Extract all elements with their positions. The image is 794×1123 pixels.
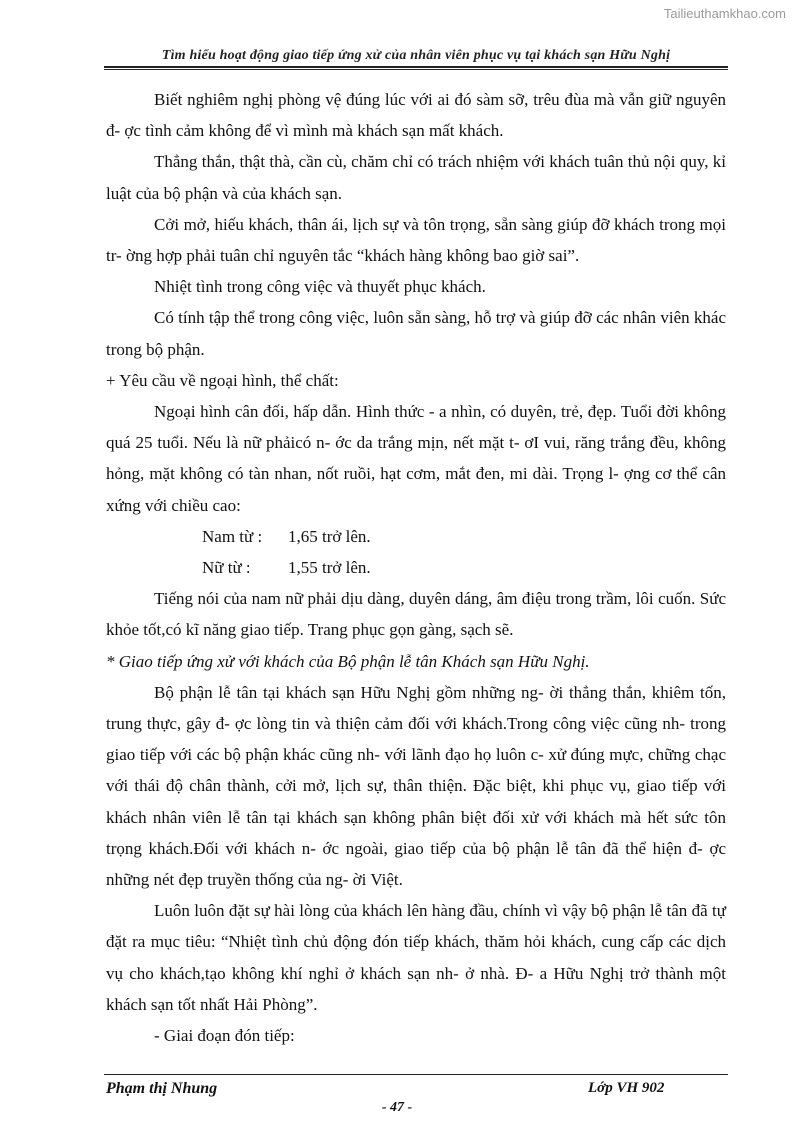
header-rule [104, 66, 728, 68]
paragraph: Ngoại hình cân đối, hấp dẫn. Hình thức - a nhìn, có duyên, trẻ, đẹp. Tuổi đời không quá 25 tuổi. Nếu là nữ phảicó n- ớc da trắng mịn, nết mặt t- ơI vui, răng trắng đều, không hỏng, mặt không có tàn nhan, nốt ruồi, hạt cơm, mắt đen, mi dài. Trọng l- ợng cơ thể cân xứng với chiều cao: [106, 402, 726, 515]
section-heading: + Yêu cầu về ngoại hình, thể chất: [106, 370, 339, 390]
footer-class: Lớp VH 902 [588, 1080, 665, 1096]
footer-author: Phạm thị Nhung [106, 1080, 218, 1097]
paragraph: Nhiệt tình trong công việc và thuyết phục khách. [154, 277, 486, 297]
running-header: Tìm hiểu hoạt động giao tiếp ứng xử của nhân viên phục vụ tại khách sạn Hữu Nghị [161, 48, 671, 63]
footer-rule [104, 1074, 728, 1075]
requirement-label: Nam từ : [202, 526, 263, 546]
watermark: Tailieuthamkhao.com [663, 6, 786, 21]
page-number: - 47 - [381, 1100, 413, 1115]
paragraph: Thẳng thắn, thật thà, cần cù, chăm chỉ có trách nhiệm với khách tuân thủ nội quy, kỉ luật của bộ phận và của khách sạn. [106, 152, 726, 203]
paragraph: Có tính tập thể trong công việc, luôn sẵn sàng, hỗ trợ và giúp đỡ các nhân viên khác trong bộ phận. [106, 308, 726, 359]
section-heading-italic: * Giao tiếp ứng xử với khách của Bộ phận lễ tân Khách sạn Hữu Nghị. [106, 651, 590, 671]
requirement-label: Nữ từ : [202, 558, 251, 578]
paragraph: Luôn luôn đặt sự hài lòng của khách lên hàng đầu, chính vì vậy bộ phận lễ tân đã tự đặt ra mục tiêu: “Nhiệt tình chủ động đón tiếp khách, thăm hỏi khách, cung cấp các dịch vụ cho khách,tạo không khí nghỉ ở khách sạn nh- ở nhà. Đ- a Hữu Nghị trở thành một khách sạn tốt nhất Hải Phòng”. [106, 901, 726, 1014]
requirement-value: 1,55 trở lên. [288, 558, 371, 578]
page-content [106, 84, 726, 1051]
height-requirement-male [106, 521, 726, 552]
paragraph: Biết nghiêm nghị phòng vệ đúng lúc với ai đó sàm sỡ, trêu đùa mà vẫn giữ nguyên đ- ợc tình cảm không để vì mình mà khách sạn mất khách. [106, 90, 726, 141]
height-requirement-female [106, 552, 726, 583]
requirement-value: 1,65 trở lên. [288, 526, 371, 546]
paragraph: - Giai đoạn đón tiếp: [154, 1026, 295, 1046]
paragraph: Bộ phận lễ tân tại khách sạn Hữu Nghị gồm những ng- ời thẳng thắn, khiêm tốn, trung thực, gây đ- ợc lòng tin và thiện cảm đối với khách.Trong công việc cũng nh- trong giao tiếp với các bộ phận khác cũng nh- với lãnh đạo họ luôn c- xử đúng mực, chững chạc với thái độ chân thành, cởi mở, lịch sự, thân thiện. Đặc biệt, khi phục vụ, giao tiếp với khách nhân viên lễ tân tại khách sạn không phân biệt đối xử với khách mà hết sức tôn trọng khách.Đối với khách n- ớc ngoài, giao tiếp của bộ phận lễ tân đã thể hiện đ- ợc những nét đẹp truyền thống của ng- ời Việt. [106, 682, 726, 890]
paragraph: Tiếng nói của nam nữ phải dịu dàng, duyên dáng, âm điệu trong trầm, lôi cuốn. Sức khỏe tốt,có kĩ năng giao tiếp. Trang phục gọn gàng, sạch sẽ. [106, 589, 726, 640]
paragraph: Cởi mở, hiếu khách, thân ái, lịch sự và tôn trọng, sẵn sàng giúp đỡ khách trong mọi tr- ờng hợp phải tuân chỉ nguyên tắc “khách hàng không bao giờ sai”. [106, 214, 726, 266]
header-rule-thin [104, 69, 728, 70]
